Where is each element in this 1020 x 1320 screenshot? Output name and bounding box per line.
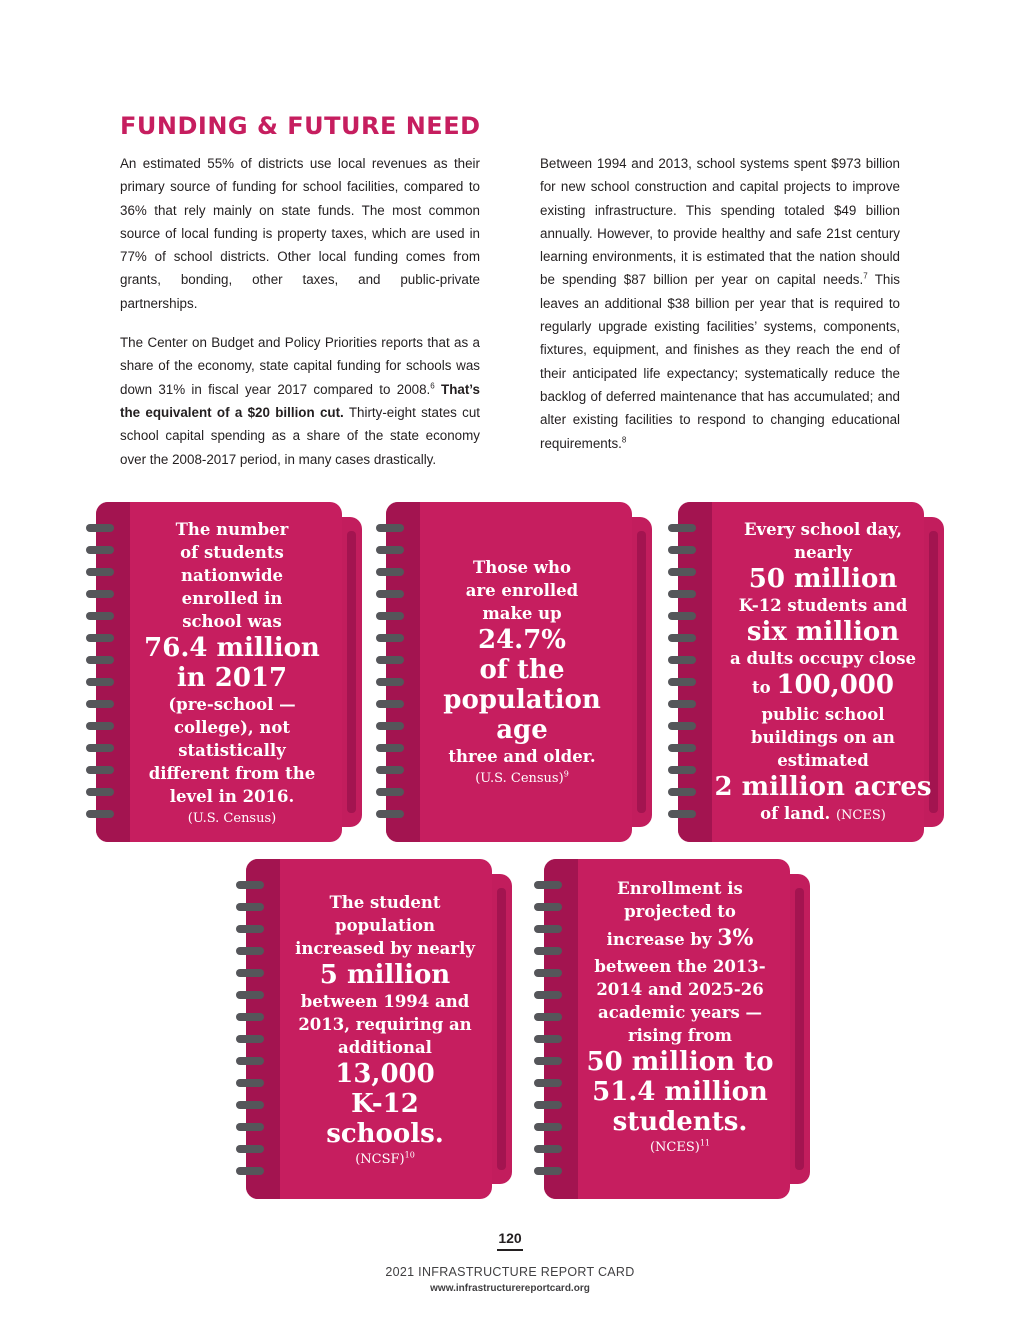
stat-card-school-buildings bbox=[678, 502, 944, 844]
source-citation: (NCSF)$^{10}$ bbox=[355, 1150, 415, 1167]
right-paragraph: Between 1994 and 2013, school systems spent $973 billion for new school construction and capital projects to improve existing infrastructure. This spending totaled $49 billion annually. However, to provide healthy and safe 21st century learning environments, it is estimated that the nation should be spending $87 billion per year on capital needs.$^7$ This leaves an additional $38 billion per year that is required to regularly upgrade existing facilities’ systems, components, fixtures, equipment, and finishes as they reach the end of their anticipated life expectancy; systematically reduce the backlog of deferred maintenance that has accumulated; and alter existing facilities to respond to changing educational requirements.$^8$ bbox=[540, 156, 900, 451]
highlight-stat: 13,000 bbox=[335, 1059, 435, 1089]
source-citation: (NCES) bbox=[835, 808, 886, 823]
stat-card-population-growth bbox=[246, 859, 512, 1201]
highlight-stat: 2 million acres bbox=[714, 772, 932, 802]
source-citation: (NCES)$^{11}$ bbox=[649, 1138, 711, 1155]
highlight-stat: age bbox=[496, 715, 548, 745]
footnote-ref[interactable]: 6 bbox=[430, 381, 435, 391]
highlight-stat: 50 million bbox=[748, 564, 898, 594]
highlight-stat: 5 million bbox=[319, 960, 451, 990]
left-paragraph-1: An estimated 55% of districts use local revenues as their primary source of funding for school facilities, compared to 36% that rely mainly on state funds. The most common source of local funding is property taxes, which are used in 77% of school districts. Other local funding comes from grants, bonding, other taxes, and public-private partnerships. bbox=[120, 156, 480, 311]
page-number-underline bbox=[497, 1249, 523, 1251]
highlight-stat: six million bbox=[746, 617, 900, 647]
emphasis-text: That’s the equivalent of a $20 billion cut. bbox=[120, 381, 480, 420]
card-text: The student population increased by nearly 5 million between 1994 and 2013, requiring an additional 13,000 K-12 schools. (NCSF)$^{10}$ bbox=[282, 891, 488, 1171]
footnote-ref[interactable]: 7 bbox=[863, 272, 868, 282]
card-text: Every school day, nearly 50 million K-12 students and six million a dults occupy close to 100,000 public school buildings on an estimated 2 million acres of land. (NCES) bbox=[714, 520, 932, 823]
highlight-stat: 3% bbox=[717, 925, 754, 951]
left-column bbox=[120, 152, 480, 487]
highlight-stat: schools. bbox=[326, 1119, 444, 1149]
card-text: The number of students nationwide enrolled in school was 76.4 million in 2017 (pre-school — college), not statistically different from the level in 2016. (U.S. Census) bbox=[132, 518, 332, 830]
source-citation: (U.S. Census) bbox=[187, 811, 277, 826]
left-paragraph-2: The Center on Budget and Policy Priorities reports that as a share of the economy, state capital funding for schools was down 31% in fiscal year 2017 compared to 2008.$^6$ That’s the equivalent of a $20 billion cut. Thirty-eight states cut school capital spending as a share of the state economy over the 2008-2017 period, in many cases drastically. bbox=[120, 335, 481, 467]
page-number: 120 bbox=[498, 1230, 522, 1246]
highlight-stat: 76.4 million bbox=[144, 633, 320, 663]
highlight-stat: of the bbox=[479, 655, 565, 685]
highlight-stat: in 2017 bbox=[176, 663, 288, 693]
highlight-stat: 51.4 million bbox=[592, 1077, 768, 1107]
footnote-ref[interactable]: 8 bbox=[621, 435, 627, 445]
highlight-stat: K-12 bbox=[351, 1089, 419, 1119]
highlight-stat: 100,000 bbox=[776, 670, 894, 700]
stat-card-enrollment-projection bbox=[544, 859, 810, 1201]
highlight-stat: 24.7% bbox=[477, 625, 567, 655]
stat-card-population-share bbox=[386, 502, 652, 844]
highlight-stat: students. bbox=[612, 1107, 748, 1137]
footer-report-title: 2021 INFRASTRUCTURE REPORT CARD bbox=[385, 1265, 635, 1279]
footer-url-link[interactable]: www.infrastructurereportcard.org bbox=[430, 1283, 590, 1294]
right-column bbox=[540, 152, 900, 471]
stat-card-enrollment bbox=[96, 502, 362, 844]
section-title: FUNDING & FUTURE NEED bbox=[120, 112, 481, 140]
card-text: Enrollment is projected to increase by 3% between the 2013- 2014 and 2025-26 academic years — rising from 50 million to 51.4 million students. (NCES)$^{11}$ bbox=[580, 877, 780, 1159]
highlight-stat: 50 million to bbox=[586, 1047, 774, 1077]
card-text: Those who are enrolled make up 24.7% of the population age three and older. (U.S. Census)$^9$ bbox=[422, 556, 622, 790]
source-citation: (U.S. Census)$^9$ bbox=[475, 769, 569, 786]
highlight-stat: population bbox=[443, 685, 601, 715]
